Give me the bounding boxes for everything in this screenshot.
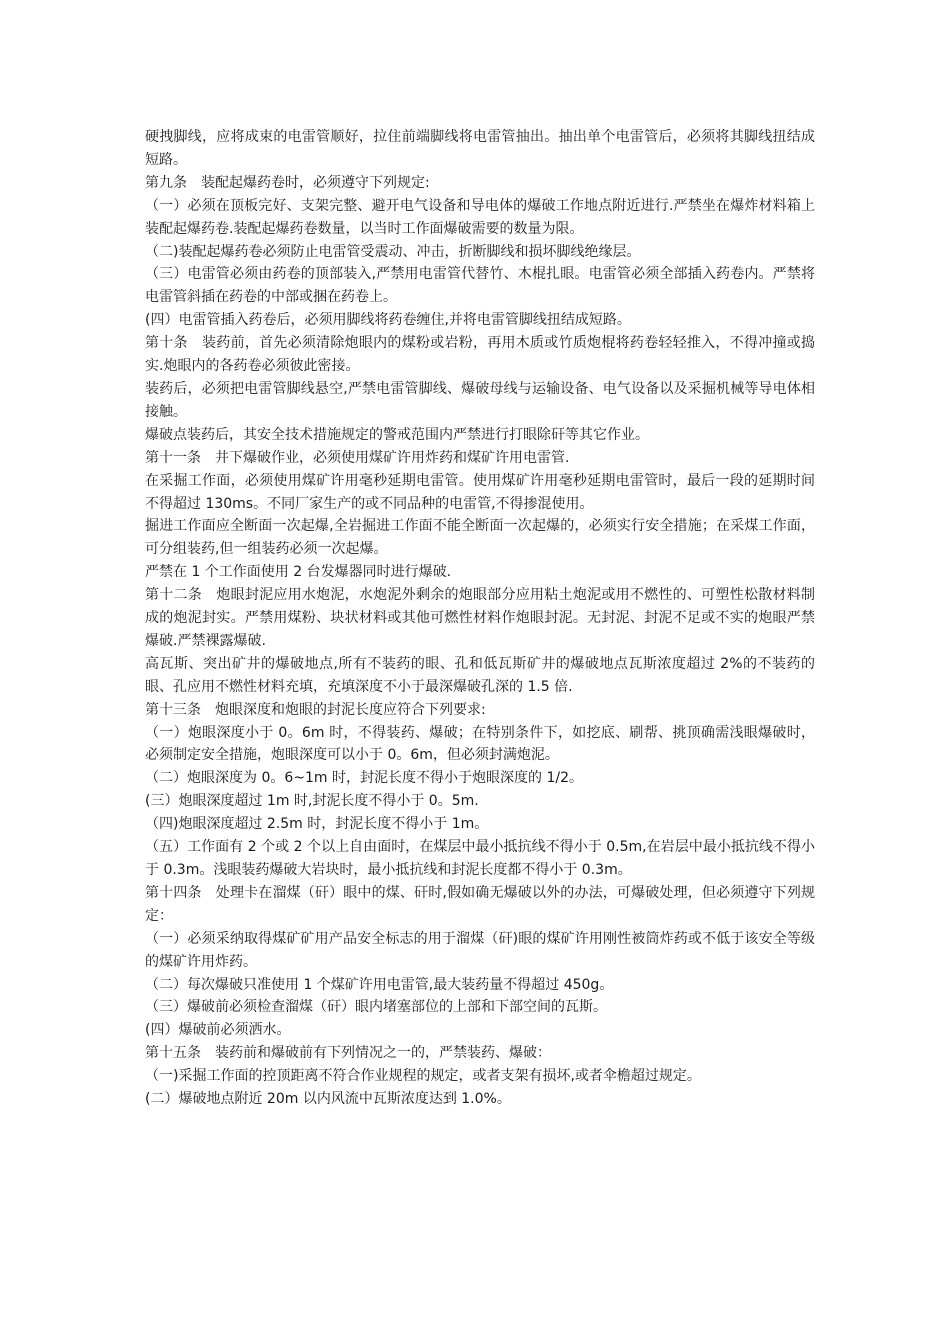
- article-13-item-1: （一）炮眼深度小于 0。6m 时，不得装药、爆破；在特别条件下，如挖底、刷帮、挑顶确需浅眼爆破时，必须制定安全措施，炮眼深度可以小于 0。6m，但必须封满炮泥。: [145, 724, 815, 764]
- article-10-para-2: 装药后，必须把电雷管脚线悬空,严禁电雷管脚线、爆破母线与运输设备、电气设备以及采掘机械等导电体相接触。: [145, 380, 815, 420]
- article-11-heading: 第十一条 井下爆破作业，必须使用煤矿许用炸药和煤矿许用电雷管.: [145, 449, 570, 466]
- article-11-para-4: 严禁在 1 个工作面使用 2 台发爆器同时进行爆破.: [145, 564, 452, 581]
- article-14-item-2: （二）每次爆破只准使用 1 个煤矿许用电雷管,最大装药量不得超过 450g。: [145, 976, 614, 993]
- article-10-para-3: 爆破点装药后，其安全技术措施规定的警戒范围内严禁进行打眼除矸等其它作业。: [145, 426, 649, 443]
- article-11-para-3: 掘进工作面应全断面一次起爆,全岩掘进工作面不能全断面一次起爆的，必须实行安全措施；在采煤工作面，可分组装药,但一组装药必须一次起爆。: [145, 518, 815, 558]
- article-9-item-4: (四）电雷管插入药卷后，必须用脚线将药卷缠住,并将电雷管脚线扭结成短路。: [145, 312, 631, 329]
- article-14-item-1: （一）必须采纳取得煤矿矿用产品安全标志的用于溜煤（矸)眼的煤矿许用刚性被筒炸药或不低于该安全等级的煤矿许用炸药。: [145, 930, 815, 970]
- article-12-para-2: 高瓦斯、突出矿井的爆破地点,所有不装药的眼、孔和低瓦斯矿井的爆破地点瓦斯浓度超过 2%的不装药的眼、孔应用不燃性材料充填，充填深度不小于最深爆破孔深的 1.5 倍.: [145, 655, 815, 695]
- article-15-heading: 第十五条 装药前和爆破前有下列情况之一的，严禁装药、爆破：: [145, 1045, 551, 1062]
- article-14-item-3: （三）爆破前必须检查溜煤（矸）眼内堵塞部位的上部和下部空间的瓦斯。: [145, 999, 607, 1016]
- article-14-item-4: (四）爆破前必须洒水。: [145, 1022, 291, 1039]
- article-13-item-3: (三）炮眼深度超过 1m 时,封泥长度不得小于 0。5m.: [145, 793, 479, 810]
- article-13-item-4: （四)炮眼深度超过 2.5m 时，封泥长度不得小于 1m。: [145, 816, 489, 833]
- article-13-item-2: （二）炮眼深度为 0。6~1m 时，封泥长度不得小于炮眼深度的 1/2。: [145, 770, 583, 787]
- article-9-item-3: （三）电雷管必须由药卷的顶部装入,严禁用电雷管代替竹、木棍扎眼。电雷管必须全部插入药卷内。严禁将电雷管斜插在药卷的中部或捆在药卷上。: [145, 266, 815, 306]
- article-9-heading: 第九条 装配起爆药卷时，必须遵守下列规定:: [145, 174, 430, 191]
- article-15-item-2: (二）爆破地点附近 20m 以内风流中瓦斯浓度达到 1.0%。: [145, 1091, 511, 1108]
- article-11-para-2: 在采掘工作面，必须使用煤矿许用毫秒延期电雷管。使用煤矿许用毫秒延期电雷管时，最后一段的延期时间不得超过 130ms。不同厂家生产的或不同品种的电雷管,不得掺混使用。: [145, 472, 815, 512]
- article-10-heading: 第十条 装药前，首先必须清除炮眼内的煤粉或岩粉，再用木质或竹质炮棍将药卷轻轻推入，不得冲撞或捣实.炮眼内的各药卷必须彼此密接。: [145, 335, 815, 375]
- article-15-item-1: （一)采掘工作面的控顶距离不符合作业规程的规定，或者支架有损坏,或者伞檐超过规定。: [145, 1068, 701, 1085]
- article-14-heading: 第十四条 处理卡在溜煤（矸）眼中的煤、矸时,假如确无爆破以外的办法，可爆破处理，但必须遵守下列规定：: [145, 884, 815, 924]
- article-13-heading: 第十三条 炮眼深度和炮眼的封泥长度应符合下列要求:: [145, 701, 486, 718]
- article-9-item-2: （二)装配起爆药卷必须防止电雷管受震动、冲击，折断脚线和损坏脚线绝缘层。: [145, 243, 641, 260]
- article-9-item-1: （一）必须在顶板完好、支架完整、避开电气设备和导电体的爆破工作地点附近进行.严禁坐在爆炸材料箱上装配起爆药卷.装配起爆药卷数量，以当时工作面爆破需要的数量为限。: [145, 197, 815, 237]
- article-13-item-5: （五）工作面有 2 个或 2 个以上自由面时，在煤层中最小抵抗线不得小于 0.5m,在岩层中最小抵抗线不得小于 0.3m。浅眼装药爆破大岩块时，最小抵抗线和封泥长度都不得小于 0.3m。: [145, 839, 815, 878]
- paragraph-continuation: 硬拽脚线，应将成束的电雷管顺好，拉住前端脚线将电雷管抽出。抽出单个电雷管后，必须将其脚线扭结成短路。: [145, 129, 815, 168]
- document-page: [145, 126, 815, 1111]
- article-12-heading: 第十二条 炮眼封泥应用水炮泥，水炮泥外剩余的炮眼部分应用粘土炮泥或用不燃性的、可塑性松散材料制成的炮泥封实。严禁用煤粉、块状材料或其他可燃性材料作炮眼封泥。无封泥、封泥不足或不实的炮眼严禁爆破.严禁裸露爆破.: [145, 587, 815, 649]
